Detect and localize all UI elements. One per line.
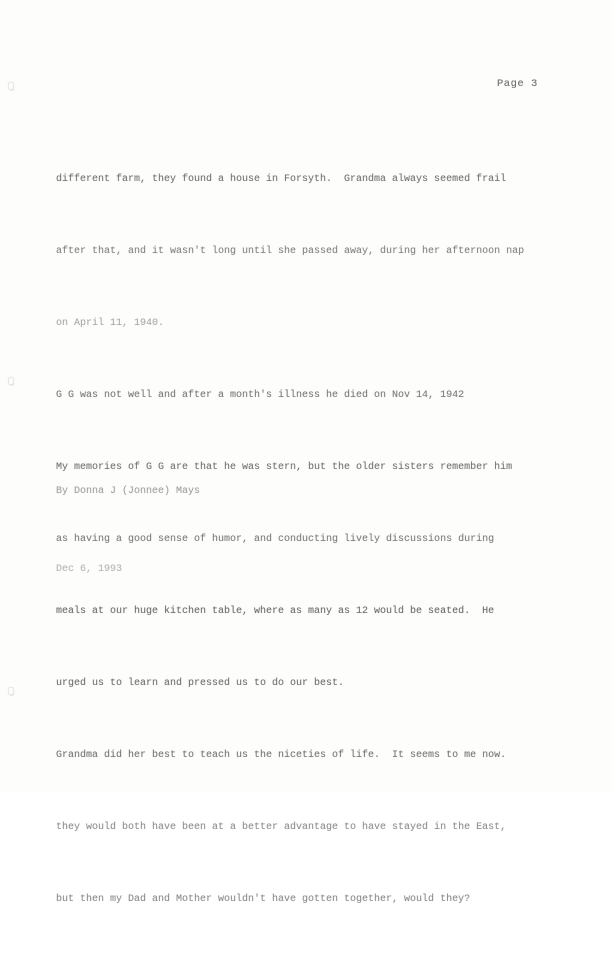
body-line: G G was not well and after a month's illness he died on Nov 14, 1942 — [56, 390, 465, 401]
scan-artifact-speck — [9, 688, 13, 694]
body-line: they would both have been at a better advantage to have stayed in the East, — [56, 822, 507, 833]
body-line: on April 11, 1940. — [56, 318, 165, 329]
scan-artifact-speck — [9, 83, 13, 89]
body-line: My memories of G G are that he was stern, but the older sisters remember him — [56, 462, 513, 473]
signature-block — [56, 427, 200, 635]
signature-date: Dec 6, 1993 — [56, 564, 123, 575]
body-line: after that, and it wasn't long until she passed away, during her afternoon nap — [56, 246, 525, 257]
body-line: as having a good sense of humor, and conducting lively discussions during — [56, 534, 495, 545]
body-line: but then my Dad and Mother wouldn't have gotten together, would they? — [56, 894, 471, 905]
scan-artifact-speck — [9, 378, 13, 384]
body-line: urged us to learn and pressed us to do our best. — [56, 678, 345, 689]
body-line: meals at our huge kitchen table, where as many as 12 would be seated. He — [56, 606, 495, 617]
body-line: Grandma did her best to teach us the niceties of life. It seems to me now. — [56, 750, 507, 761]
author-byline: By Donna J (Jonnee) Mays — [56, 486, 201, 497]
body-line: different farm, they found a house in Forsyth. Grandma always seemed frail — [56, 174, 507, 185]
page-number: Page 3 — [497, 78, 538, 90]
